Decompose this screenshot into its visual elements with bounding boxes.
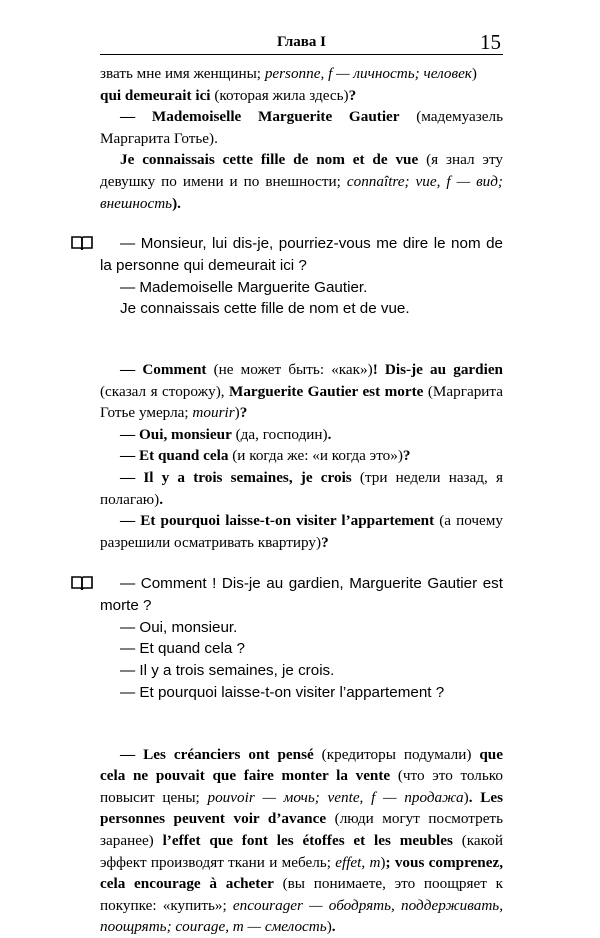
- french-text-block-1: [100, 233, 503, 320]
- annotated-paragraph-6: [100, 445, 503, 467]
- text-run: — Les créanciers ont pensé: [120, 745, 314, 763]
- text-run: ?: [402, 447, 411, 465]
- text-run: ): [326, 918, 332, 936]
- annotated-paragraph-1: [100, 63, 503, 85]
- text-run: connaître; vue, f — вид; внешность: [100, 172, 503, 212]
- book-icon: [71, 575, 93, 591]
- text-run: ! Dis-je au gardien: [372, 360, 504, 378]
- text-run: (что это только повысит цены;: [100, 767, 504, 806]
- text-run: que cela ne pouvait que faire monter la vente: [100, 745, 503, 785]
- text-run: — Et quand cela: [120, 447, 229, 465]
- text-run: (сказал я сторожу),: [100, 382, 229, 400]
- book-icon: [71, 235, 93, 251]
- text-run: (а почему разрешили осматривать квартиру): [100, 512, 503, 551]
- text-run: . Les personnes peuvent voir d’avance: [100, 788, 504, 828]
- annotated-paragraph-5: [100, 424, 503, 446]
- text-run: (я знал эту девушку по имени и по внешности;: [100, 151, 503, 190]
- text-run: personne, f — личность; человек: [264, 65, 472, 82]
- text-run: .: [331, 918, 336, 936]
- text-run: .: [327, 425, 332, 443]
- annotated-block-2: [100, 359, 503, 553]
- text-run: (мадемуазель Маргарита Готье).: [100, 108, 503, 147]
- french-line: Je connaissais cette fille de nom et de vue.: [120, 300, 410, 318]
- text-run: (которая жила здесь): [210, 86, 349, 104]
- text-run: ; vous comprenez, cela encourage à acheter: [100, 853, 504, 893]
- french-line: — Et quand cela ?: [120, 640, 245, 658]
- text-run: (кредиторы подумали): [313, 745, 480, 763]
- text-run: звать мне имя женщины;: [100, 65, 265, 82]
- chapter-title: Глава I: [277, 34, 326, 50]
- text-run: encourager — ободрять, поддерживать, поощрять; courage, m — смелость: [100, 896, 503, 936]
- annotated-paragraph-8: [100, 510, 503, 553]
- annotated-paragraph-9: [100, 744, 503, 938]
- text-run: mourir: [192, 404, 235, 422]
- text-run: (не может быть: «как»): [206, 360, 373, 378]
- annotated-paragraph-2: [100, 106, 503, 149]
- text-run: ): [234, 404, 240, 422]
- french-line: — Il y a trois semaines, je crois.: [120, 662, 335, 680]
- text-run: ?: [321, 533, 329, 551]
- annotated-paragraph-4: [100, 359, 503, 424]
- text-run: (вы понимаете, это поощряет к покупке: «купить»;: [100, 875, 504, 914]
- text-run: ): [471, 65, 477, 82]
- french-line: — Comment ! Dis-je au gardien, Marguerite Gautier est morte ?: [100, 575, 503, 615]
- text-run: ?: [348, 86, 357, 104]
- french-text-block-2: [100, 573, 503, 703]
- annotated-paragraph-1b: [100, 85, 503, 107]
- text-run: (да, господин): [231, 425, 328, 443]
- running-header: [100, 26, 503, 55]
- text-run: qui demeurait ici: [100, 86, 211, 104]
- french-line: — Mademoiselle Marguerite Gautier.: [120, 278, 368, 296]
- text-run: — Il y a trois semaines, je crois: [120, 468, 352, 486]
- text-run: (какой эффект производят ткани и мебель;: [100, 831, 504, 871]
- text-run: (Маргарита Готье умерла;: [100, 382, 503, 422]
- text-run: — Comment: [120, 360, 207, 378]
- annotated-paragraph-7: [100, 467, 503, 510]
- text-run: pouvoir — мочь; vente, f — продажа: [207, 788, 464, 806]
- text-run: Marguerite Gautier est morte: [229, 382, 424, 400]
- text-run: ?: [239, 404, 248, 422]
- text-run: ).: [172, 194, 181, 212]
- page-number: 15: [480, 30, 501, 54]
- text-run: (люди могут посмотреть заранее): [100, 810, 503, 849]
- text-run: (три недели назад, я полагаю): [100, 468, 503, 508]
- text-run: (и когда же: «и когда это»): [228, 447, 403, 465]
- french-line: — Et pourquoi laisse-t-on visiter l’appartement ?: [120, 683, 445, 701]
- text-run: — Oui, monsieur: [120, 425, 232, 443]
- text-run: — Mademoiselle Marguerite Gautier: [120, 108, 400, 126]
- text-run: ): [463, 788, 469, 806]
- text-run: l’effet que font les étoffes et les meubles: [162, 831, 453, 849]
- text-run: — Et pourquoi laisse-t-on visiter l’appartement: [120, 512, 435, 530]
- text-run: Je connaissais cette fille de nom et de vue: [120, 151, 419, 169]
- annotated-block-3: [100, 744, 503, 938]
- text-run: effet, m: [335, 853, 381, 871]
- french-line: — Oui, monsieur.: [120, 618, 238, 636]
- annotated-paragraph-3: [100, 149, 503, 214]
- page-body: [100, 63, 503, 938]
- french-line: — Monsieur, lui dis-je, pourriez-vous me dire le nom de la personne qui demeurait ici ?: [100, 235, 503, 274]
- text-run: .: [159, 490, 164, 508]
- text-run: ): [380, 853, 386, 871]
